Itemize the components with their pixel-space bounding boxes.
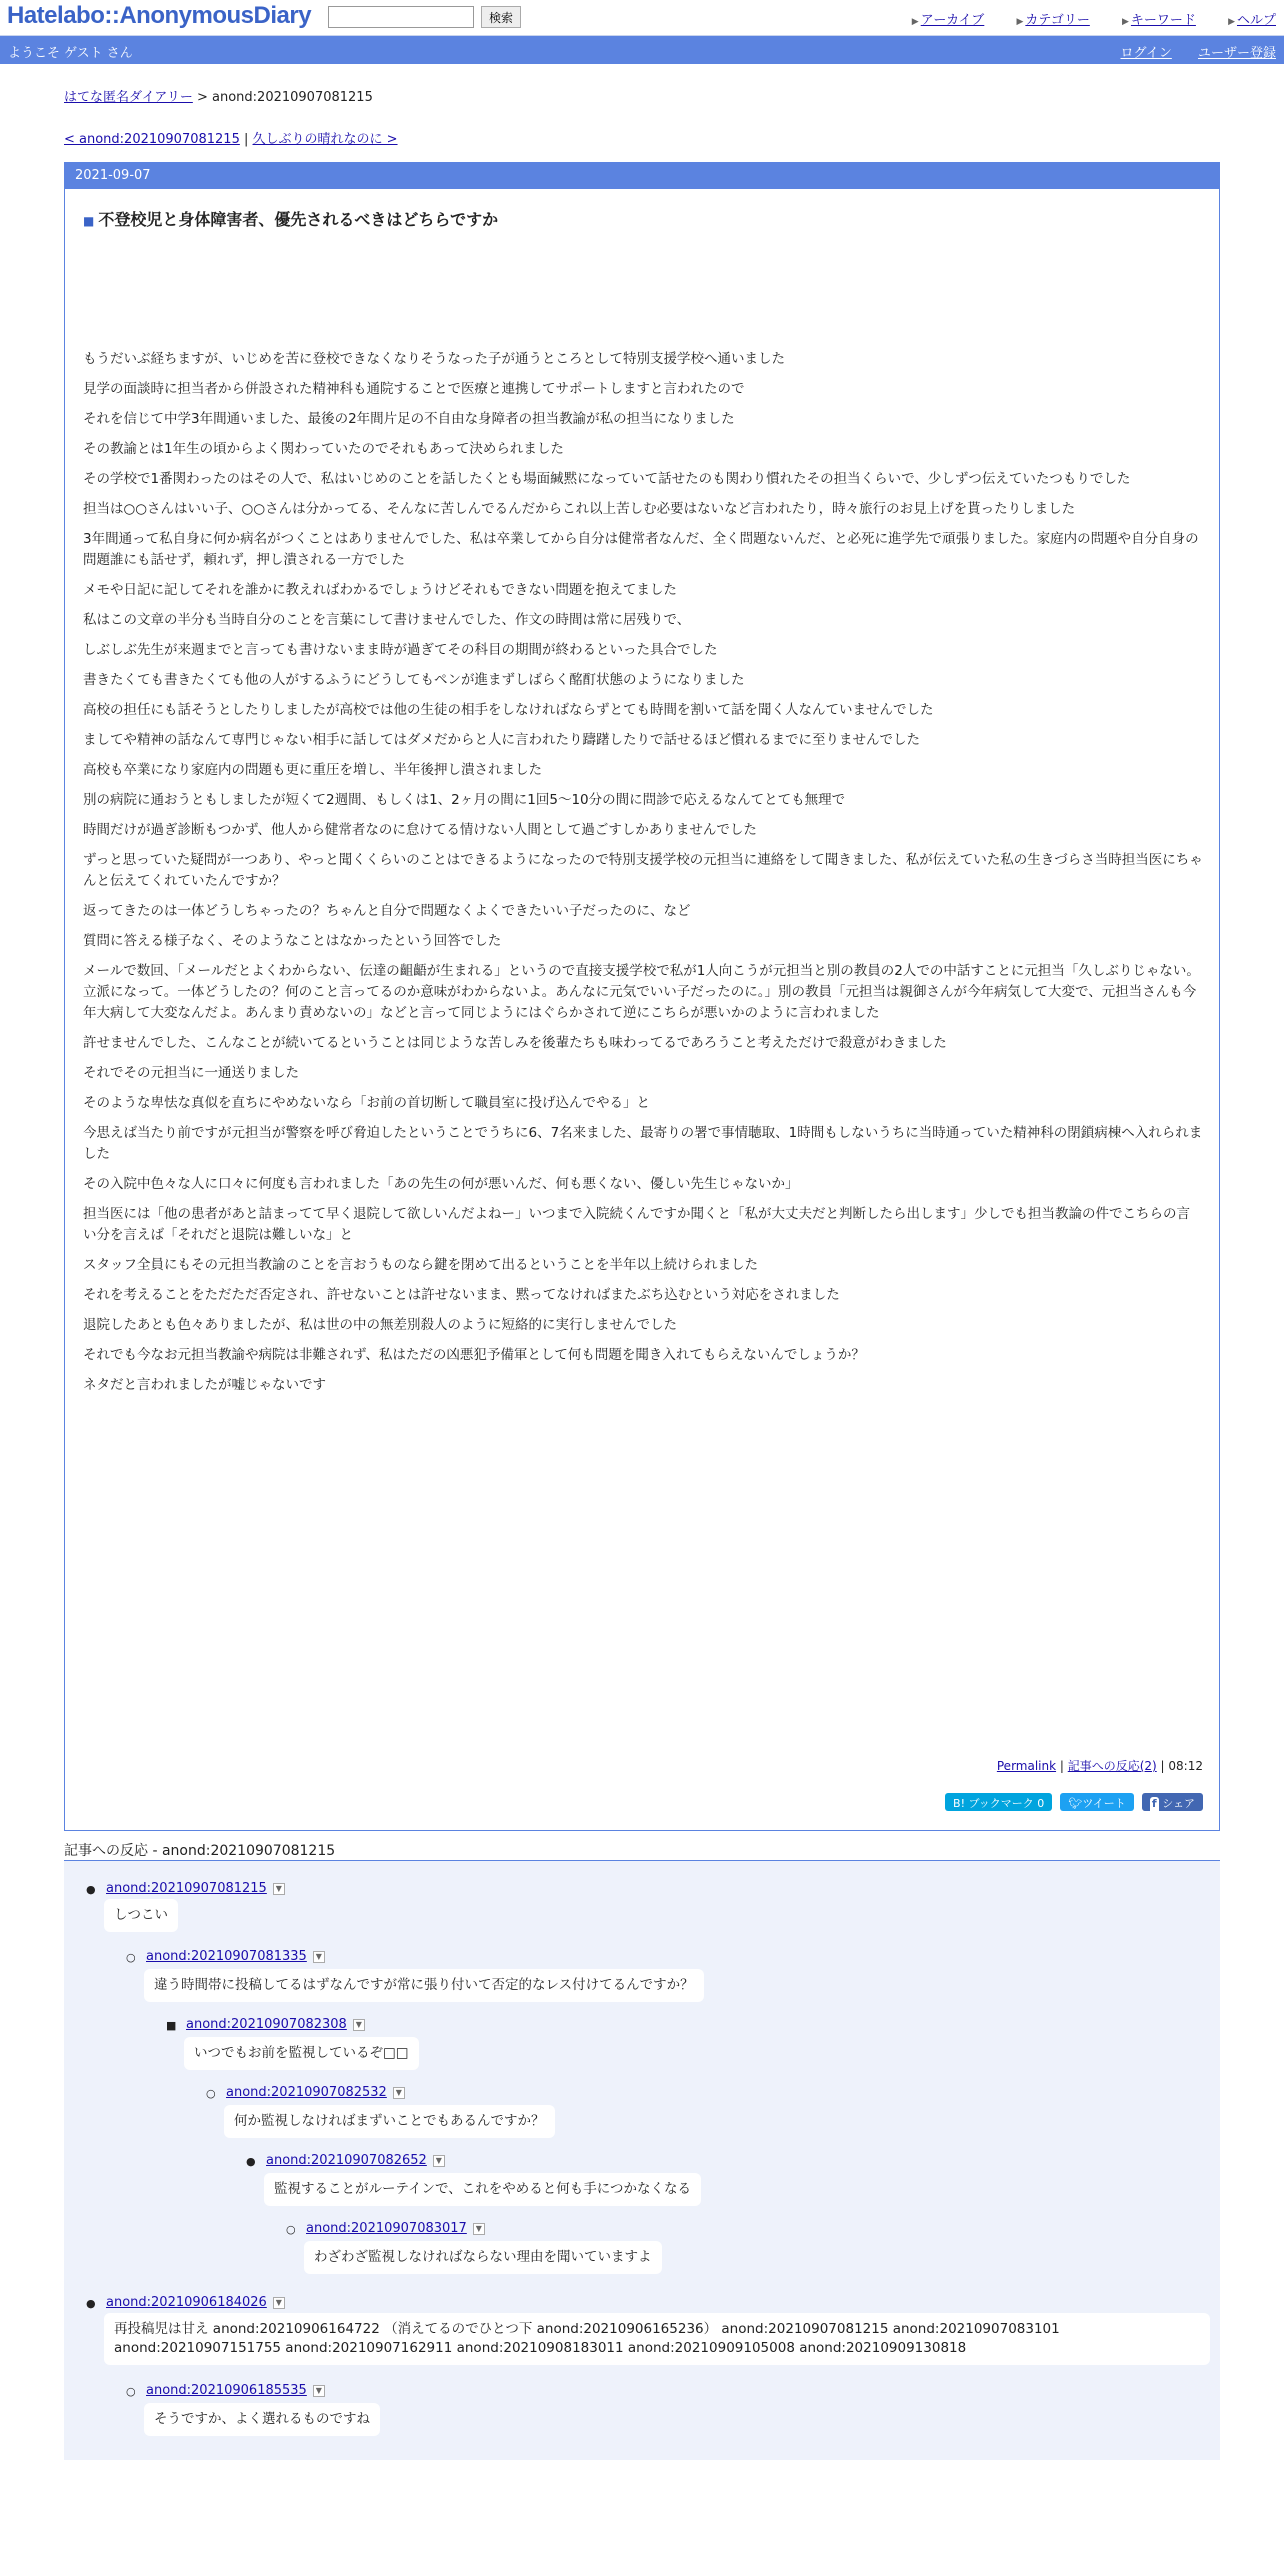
reaction-text: 再投稿児は甘え anond:20210906164722 （消えてるのでひとつ下 anond:20210906165236） anond:20210907081215 anond:20210907083101 anond:20210907151755 anond:20210907162911 anond:20210908183011 anond:20210909105008 anond:20210909130818 [104,2313,1210,2365]
nav-link[interactable]: ヘルプ [1236,13,1276,28]
entry-body [83,349,1203,1405]
entry-paragraph: しぶしぶ先生が来週までと言っても書けないまま時が過ぎてその科目の期間が終わるといった具合でした [83,642,718,658]
breadcrumb-home[interactable]: はてな匿名ダイアリー [64,90,193,105]
reaction-link[interactable]: anond:20210907081215 [106,1881,267,1896]
reaction-item [146,1949,325,1964]
nav-link[interactable]: カテゴリー [1025,13,1090,28]
tweet-label: ツイート [1082,1797,1126,1810]
tree-bullet: ○ [126,2385,136,2398]
account-links [1098,42,1276,61]
top-nav [884,9,1276,28]
pager-sep: | [239,132,253,147]
entry-paragraph: もうだいぶ経ちますが、いじめを苦に登校できなくなりそうなった子が通うところとして特別支援学校へ通いました [83,351,785,367]
chevron-down-icon[interactable]: ▼ [473,2223,485,2235]
reactions-tree [64,1860,1220,2460]
site-header [0,0,1284,36]
entry-paragraph: それを信じて中学3年間通いました、最後の2年間片足の不自由な身障者の担当教諭が私の担当になりました [83,411,735,427]
entry-paragraph: それでその元担当に一通送りました [83,1065,299,1081]
reaction-text: そうですか、よく選れるものですね [144,2403,380,2436]
reaction-item [266,2153,445,2168]
entry-paragraph: それを考えることをただただ否定され、許せないことは許せないまま、黙ってなければまたぶち込むという対応をされました [83,1287,840,1303]
welcome-text: ようこそ ゲスト さん [8,46,133,61]
entry-paragraph: 質問に答える様子なく、そのようなことはなかったという回答でした [83,933,502,949]
entry-paragraph: 返ってきたのは一体どうしちゃったの？ちゃんと自分で問題なくよくできたいい子だったのに、など [83,903,691,919]
entry-paragraph: ましてや精神の話なんて専門じゃない相手に話してはダメだからと人に言われたり躊躇したりで話せるほど慣れるまでに至りませんでした [83,732,920,748]
entry-paragraph: 書きたくても書きたくても他の人がするふうにどうしてもペンが進まずしばらく酩酊状態のようになりました [83,672,745,688]
chevron-down-icon[interactable]: ▼ [273,1883,285,1895]
entry-paragraph: 退院したあとも色々ありましたが、私は世の中の無差別殺人のように短絡的に実行しませんでした [83,1317,677,1333]
tree-bullet: ○ [126,1951,136,1964]
entry-paragraph: スタッフ全員にもその元担当教諭のことを言おうものなら鍵を閉めて出るということを半年以上続けられました [83,1257,758,1273]
entry-paragraph: 高校の担任にも話そうとしたりしましたが高校では他の生徒の相手をしなければならずとても時間を割いて話を聞く人なんていませんでした [83,702,934,718]
breadcrumb-sep: > [192,90,213,105]
twitter-icon: 🐦︎ [1068,1797,1083,1810]
nav-link[interactable]: アーカイブ [920,13,985,28]
entry-date: 2021-09-07 [65,163,1219,189]
reaction-link[interactable]: anond:20210906184026 [106,2295,267,2310]
nav-item-category[interactable] [1002,13,1089,28]
search-input[interactable] [328,6,474,28]
entry-paragraph: その学校で1番関わったのはその人で、私はいじめのことを話したくとも場面緘黙になっていて話せたのも関わり慣れたその担当くらいで、少しずつ伝えていたつもりでした [83,471,1131,487]
reaction-link[interactable]: anond:20210906185535 [146,2383,307,2398]
entry-pager [64,128,398,147]
entry-paragraph: 時間だけが過ぎ診断もつかず、他人から健常者なのに怠けてる情けない人間として過ごすしかありませんでした [83,822,757,838]
chevron-down-icon[interactable]: ▼ [313,2385,325,2397]
entry-paragraph: 見学の面談時に担当者から併設された精神科も通院することで医療と連携してサポートしますと言われたので [83,381,745,397]
triangle-icon: ▶ [1016,17,1024,27]
reaction-item [146,2383,325,2398]
facebook-share-button[interactable] [1142,1793,1203,1811]
entry-paragraph: そのような卑怯な真似を直ちにやめないなら「お前の首切断して職員室に投げ込んでやる」と [83,1095,650,1111]
reactions-title: 記事への反応 - anond:20210907081215 [64,1843,336,1859]
entry-paragraph: 別の病院に通おうともしましたが短くて2週間、もしくは1、2ヶ月の間に1回5〜10分の間に問診で応えるなんてとても無理で [83,792,846,808]
reaction-text: 監視することがルーテインで、これをやめると何も手につかなくなる [264,2173,701,2206]
reaction-text: 何か監視しなければまずいことでもあるんですか？ [224,2105,555,2138]
nav-item-keyword[interactable] [1108,13,1196,28]
reaction-item [306,2221,485,2236]
tree-bullet: ○ [206,2087,216,2100]
share-buttons [941,1793,1203,1811]
reaction-link[interactable]: anond:20210907083017 [306,2221,467,2236]
login-link[interactable]: ログイン [1120,46,1172,61]
facebook-label: シェア [1162,1797,1195,1810]
reaction-link[interactable]: anond:20210907082308 [186,2017,347,2032]
entry-paragraph: 今思えば当たり前ですが元担当が警察を呼び脅迫したということでうちに6、7名来ました、最寄りの署で事情聴取、1時間もしないうちに当時通っていた精神科の閉鎖病棟へ入れられました [83,1125,1203,1162]
nav-link[interactable]: キーワード [1130,13,1196,28]
entry-paragraph: その教諭とは1年生の頃からよく関わっていたのでそれもあって決められました [83,441,564,457]
tree-bullet: ● [246,2155,256,2168]
tree-bullet: ● [86,1883,96,1896]
entry-title [83,207,498,230]
reaction-text: いつでもお前を監視しているぞ□□ [184,2037,419,2070]
welcome-bar [0,36,1284,64]
permalink-link[interactable]: Permalink [996,1759,1057,1773]
entry-time: 08:12 [1168,1759,1203,1773]
reaction-item [186,2017,365,2032]
entry-title-text: 不登校児と身体障害者、優先されるべきはどちらですか [98,210,499,229]
entry-paragraph: 許せませんでした、こんなことが続いてるということは同じような苦しみを後輩たちも味わってるであろうこと考えただけで殺意がわきました [83,1035,947,1051]
triangle-icon: ▶ [1228,17,1235,27]
entry-paragraph: その入院中色々な人に口々に何度も言われました「あの先生の何が悪いんだ、何も悪くない、優しい先生じゃないか」 [83,1176,799,1192]
entry-paragraph: メモや日記に記してそれを誰かに教えればわかるでしょうけどそれもできない問題を抱えてました [83,582,677,598]
reaction-link[interactable]: anond:20210907081335 [146,1949,307,1964]
tree-bullet: ○ [286,2223,296,2236]
prev-entry-link[interactable]: < anond:20210907081215 [64,132,240,147]
nav-item-help[interactable] [1214,13,1276,28]
site-logo[interactable]: Hatelabo::AnonymousDiary [7,2,312,29]
chevron-down-icon[interactable]: ▼ [433,2155,445,2167]
triangle-icon: ▶ [911,17,919,27]
next-entry-link[interactable]: 久しぶりの晴れなのに > [252,132,398,147]
nav-item-archive[interactable] [898,13,985,28]
entry-footer: Permalink | 記事への反応(2) | 08:12 [996,1759,1203,1773]
entry-paragraph: 担当は○○さんはいい子、○○さんは分かってる、そんなに苦しんでるんだからこれ以上苦しむ必要はないなど言われたり，時々旅行のお見上げを貰ったりしました [83,501,1076,517]
reaction-item [226,2085,405,2100]
breadcrumb [64,86,373,105]
reaction-item [106,2295,285,2310]
chevron-down-icon[interactable]: ▼ [393,2087,405,2099]
hatena-bookmark-button[interactable]: B! ブックマーク 0 [945,1793,1052,1811]
triangle-icon: ▶ [1121,17,1129,27]
entry-paragraph: 担当医には「他の患者があと詰まってて早く退院して欲しいんだよねー」いつまで入院続くんですか聞くと「私が大丈夫だと判断したら出します」少しでも担当教論の件でこちらの言い分を言えば「それだと退院は難しいな」と [83,1206,1190,1243]
chevron-down-icon[interactable]: ▼ [353,2019,365,2031]
reaction-text: わざわざ監視しなければならない理由を聞いていますよ [304,2241,662,2274]
reactions-link[interactable]: 記事への反応(2) [1067,1759,1157,1773]
reaction-text: 違う時間帯に投稿してるはずなんですが常に張り付いて否定的なレス付けてるんですか？ [144,1969,704,2002]
square-icon[interactable]: ■ [83,214,95,228]
reaction-link[interactable]: anond:20210907082532 [226,2085,387,2100]
tweet-button[interactable] [1060,1793,1133,1811]
chevron-down-icon[interactable]: ▼ [273,2297,285,2309]
tree-bullet: ■ [166,2019,177,2032]
entry-paragraph: メールで数回、「メールだとよくわからない、伝達の齟齬が生まれる」というので直接支援学校で私が1人向こうが元担当と別の教員の2人での中話すことに元担当「久しぶりじゃない。立派になって。一体どうしたの？何のこと言ってるのか意味がわからないよ。あんなに元気でいい子だったのに。」別の教員「元担当は親御さんが今年病気して大変で、元担当さんも今年大病して大変なんだよ。あんまり責めないの」などと言って同じようにはぐらかされて逆にこちらが悪いかのように言われました [83,963,1200,1021]
search-button[interactable]: 検索 [481,6,521,28]
reaction-link[interactable]: anond:20210907082652 [266,2153,427,2168]
entry-paragraph: ネタだと言われましたが嘘じゃないです [83,1377,326,1393]
breadcrumb-current: anond:20210907081215 [212,90,373,105]
entry-paragraph: 3年間通って私自身に何か病名がつくことはありませんでした、私は卒業してから自分は健常者なんだ、全く問題ないんだ、と必死に進学先で頑張りました。家庭内の問題や自分自身の問題誰にも話せず，頼れず，押し潰される一方でした [83,531,1199,568]
reaction-text: しつこい [104,1899,178,1932]
entry-paragraph: それでも今なお元担当教諭や病院は非難されず、私はただの凶悪犯予備軍として何も問題を聞き入れてもらえないんでしょうか？ [83,1347,865,1363]
entry-paragraph: ずっと思っていた疑問が一つあり、やっと聞くくらいのことはできるようになったので特別支援学校の元担当に連絡をして聞きました、私が伝えていた私の生きづらさ当時担当医にちゃんと伝えてくれていたんですか？ [83,852,1203,889]
diary-entry [64,162,1220,1831]
entry-paragraph: 私はこの文章の半分も当時自分のことを言葉にして書けませんでした、作文の時間は常に居残りで、 [83,612,691,628]
facebook-icon: f [1150,1797,1159,1815]
entry-paragraph: 高校も卒業になり家庭内の問題も更に重圧を増し、半年後押し潰されました [83,762,542,778]
chevron-down-icon[interactable]: ▼ [313,1951,325,1963]
tree-bullet: ● [86,2297,96,2310]
reaction-item [106,1881,285,1896]
register-link[interactable]: ユーザー登録 [1197,46,1276,61]
